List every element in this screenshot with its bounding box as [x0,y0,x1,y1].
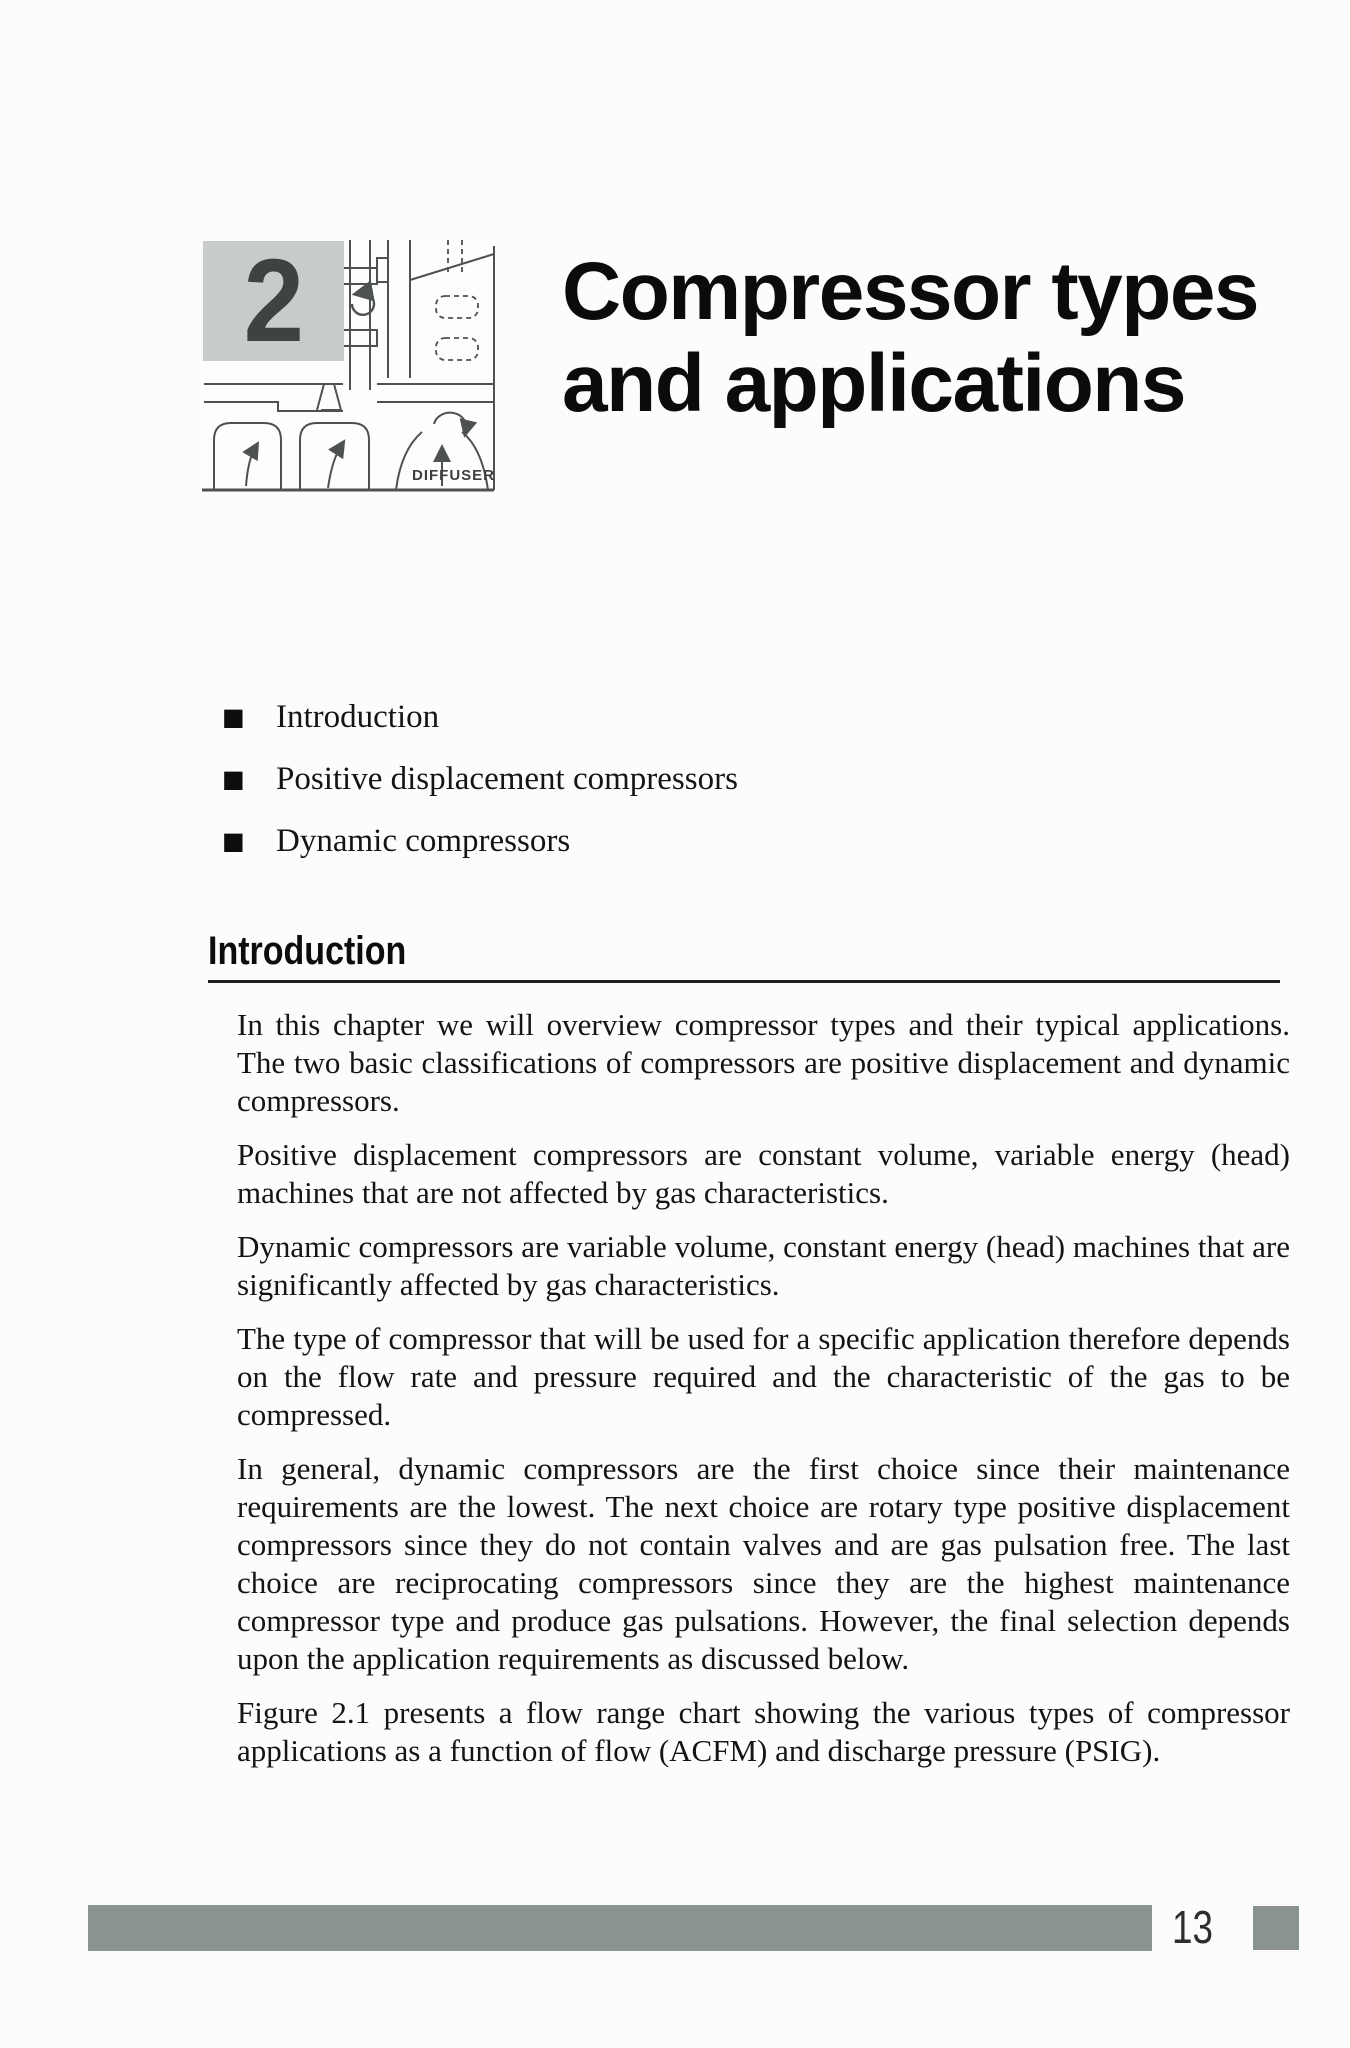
footer-bar [88,1905,1152,1951]
list-item-label: Dynamic compressors [276,823,571,859]
diagram-diffuser-label: DIFFUSER [412,467,495,484]
chapter-title-line1: Compressor types [562,246,1259,337]
chapter-contents-list [222,698,738,884]
body-text [237,1006,1290,1786]
page-number: 13 [1172,1901,1213,1953]
paragraph: The type of compressor that will be used for a specific application therefore depends on the flow rate and pressure required and the characteristic of the gas to be compressed. [237,1321,1290,1432]
footer-accent-square [1253,1906,1299,1950]
section-heading-rule [208,980,1280,983]
list-item [222,822,738,860]
paragraph: In general, dynamic compressors are the first choice since their maintenance requirements are the lowest. The next choice are rotary type positive displacement compressors since they do not contain valves and are gas pulsation free. The last choice are reciprocating compressors since they are the highest maintenance compressor type and produce gas pulsations. However, the final selection depends upon the application requirements as discussed below. [237,1451,1290,1676]
paragraph: Dynamic compressors are variable volume, constant energy (head) machines that are significantly affected by gas characteristics. [237,1229,1290,1302]
list-item [222,698,738,736]
list-item-label: Introduction [276,699,440,735]
paragraph: In this chapter we will overview compressor types and their typical applications. The two basic classifications of compressors are positive displacement and dynamic compressors. [237,1007,1290,1118]
square-bullet-icon: ■ [222,827,245,855]
chapter-header-image [200,238,496,492]
list-item [222,760,738,798]
paragraph: Positive displacement compressors are constant volume, variable energy (head) machines that are not affected by gas characteristics. [237,1137,1290,1210]
chapter-title-line2: and applications [562,338,1185,429]
square-bullet-icon: ■ [222,703,245,731]
chapter-title [562,246,1258,430]
section-heading: Introduction [208,929,407,973]
chapter-number-box [203,238,344,367]
square-bullet-icon: ■ [222,765,245,793]
list-item-label: Positive displacement compressors [276,761,738,797]
chapter-number: 2 [243,238,304,367]
paragraph: Figure 2.1 presents a flow range chart showing the various types of compressor applications as a function of flow (ACFM) and discharge pressure (PSIG). [237,1695,1290,1768]
